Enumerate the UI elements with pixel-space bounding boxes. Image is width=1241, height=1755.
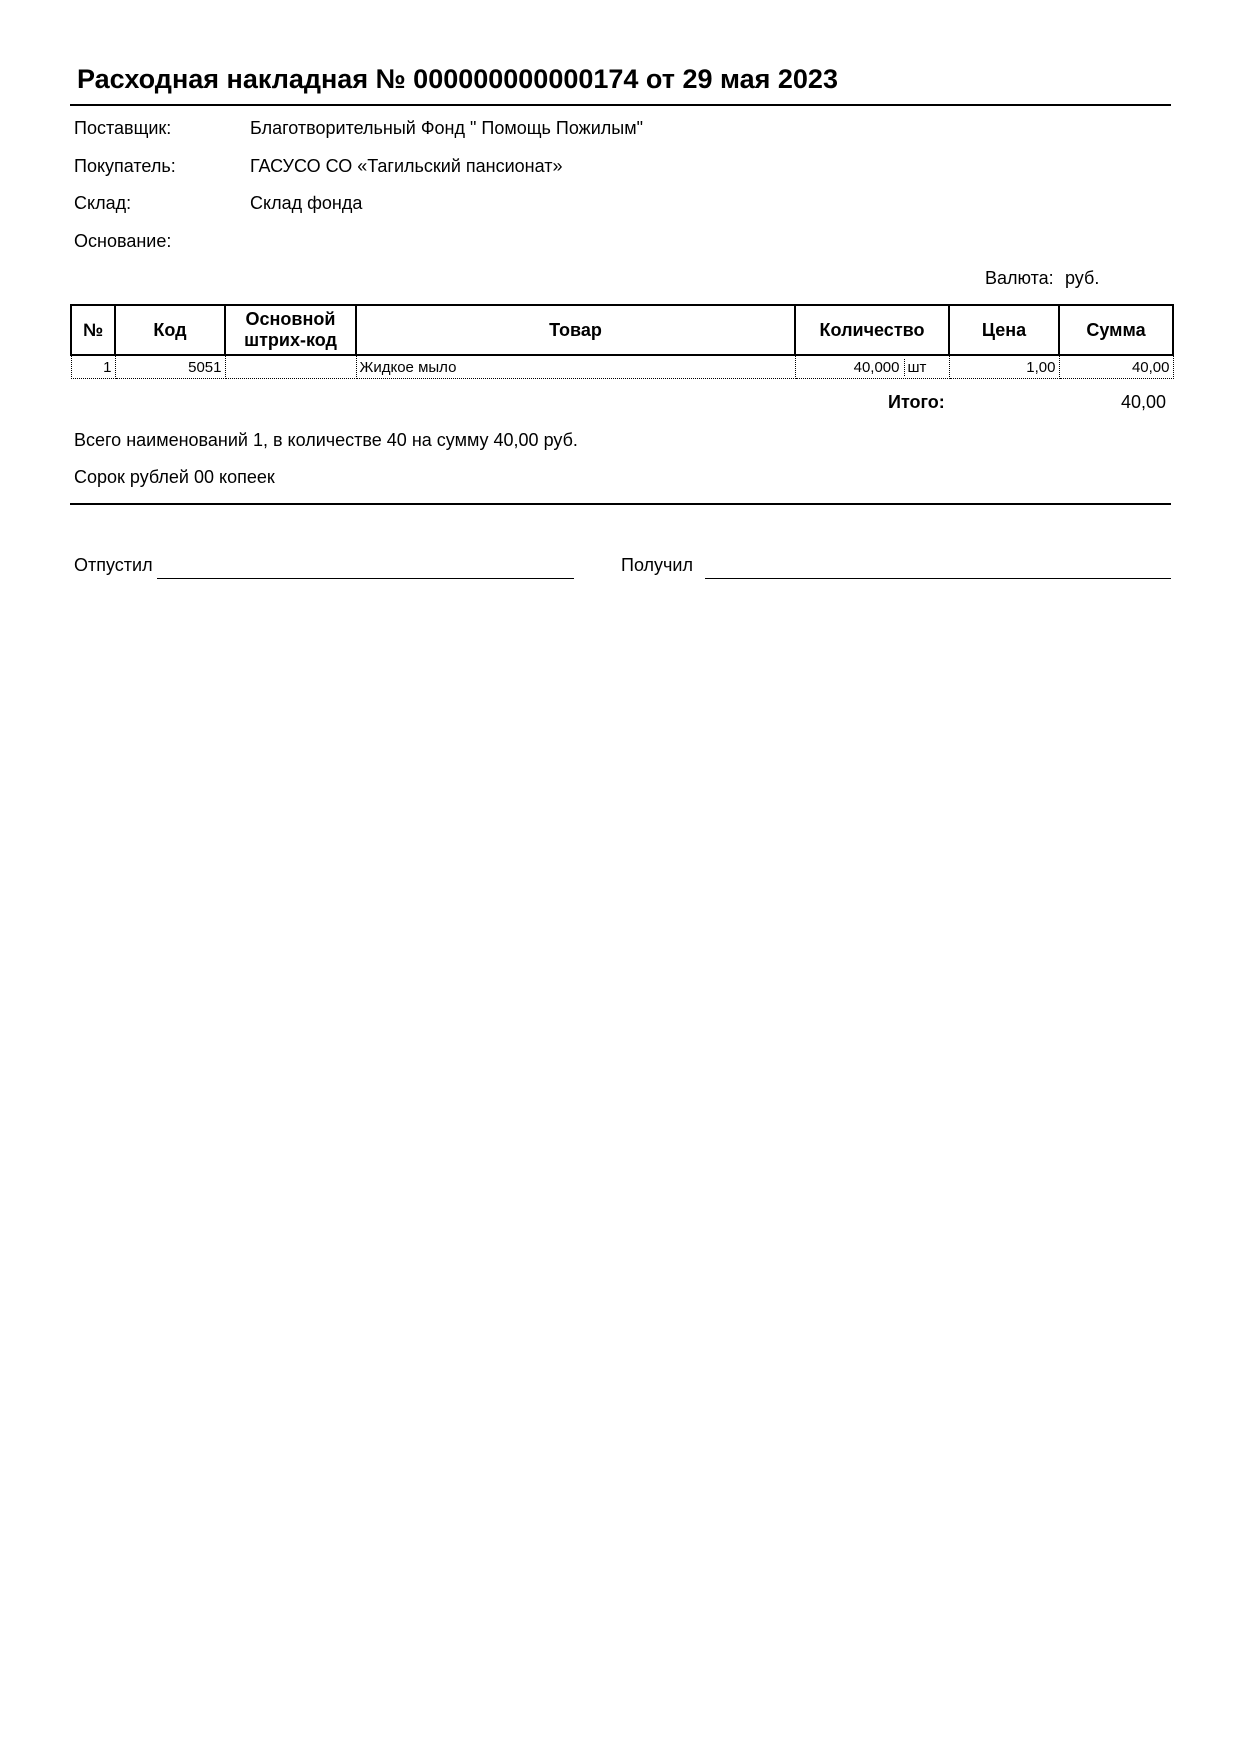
row-unit: шт (904, 359, 946, 376)
basis-label: Основание: (74, 231, 172, 251)
warehouse-label: Склад: (74, 193, 132, 213)
row-barcode (225, 355, 356, 379)
currency-value: руб. (1065, 268, 1100, 288)
supplier-value: Благотворительный Фонд " Помощь Пожилым" (250, 118, 643, 138)
supplier-label: Поставщик: (74, 118, 172, 138)
summary-words-line: Сорок рублей 00 копеек (74, 467, 275, 487)
summary-divider (70, 503, 1171, 505)
header-barcode: Основной штрих-код (225, 305, 356, 355)
row-quantity-cell (795, 355, 949, 379)
received-signature-line (705, 578, 1171, 579)
header-quantity: Количество (795, 305, 949, 355)
total-label: Итого: (888, 392, 945, 412)
released-signature-line (157, 578, 574, 579)
row-price: 1,00 (949, 355, 1059, 379)
row-product: Жидкое мыло (356, 355, 795, 379)
header-sum: Сумма (1059, 305, 1173, 355)
header-num: № (71, 305, 115, 355)
row-code: 5051 (115, 355, 225, 379)
title-divider (70, 104, 1171, 106)
table-header-row (71, 305, 1173, 355)
warehouse-value: Склад фонда (250, 193, 363, 213)
released-label: Отпустил (74, 555, 153, 575)
items-table (70, 304, 1174, 379)
header-price: Цена (949, 305, 1059, 355)
buyer-value: ГАСУСО СО «Тагильский пансионат» (250, 156, 563, 176)
row-quantity: 40,000 (853, 358, 900, 376)
currency-label: Валюта: (985, 268, 1054, 288)
document-title: Расходная накладная № 000000000000174 от 29 мая 2023 (77, 64, 838, 94)
total-value: 40,00 (1120, 392, 1166, 412)
received-label: Получил (621, 555, 693, 575)
row-sum: 40,00 (1059, 355, 1173, 379)
table-row (71, 355, 1173, 379)
buyer-label: Покупатель: (74, 156, 176, 176)
header-code: Код (115, 305, 225, 355)
header-product: Товар (356, 305, 795, 355)
row-num: 1 (71, 355, 115, 379)
summary-count-line: Всего наименований 1, в количестве 40 на сумму 40,00 руб. (74, 430, 578, 450)
